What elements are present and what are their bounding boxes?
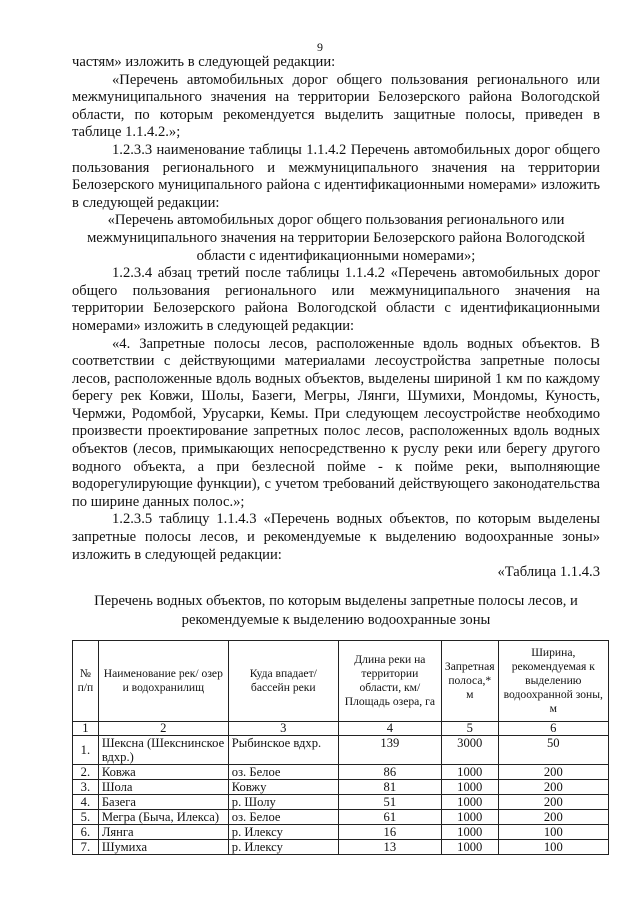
cell-length: 13 xyxy=(338,840,441,855)
paragraph-6: «4. Запретные полосы лесов, расположенные вдоль водных объектов. В соответствии с действующими материалами лесоустройства запретные полосы лесов, расположенные вдоль водных объектов, выделены шириной 1 км по каждому берегу рек Ковжи, Шолы, Базеги, Мегры, Лянги, Шумихи, Мондомы, Куность, Чермжи, Родомбой, Урусарки, Кемы. При следующем лесоустройстве необходимо произвести проектирование запретных полос лесов, расположенных вдоль водных объектов (лесов, примыкающих непосредственно к руслу реки или берегу другого водного объекта, а при безлесной пойме - к пойме реки, выполняющие водорегулирующие функции), с учетом требований действующего законодательства по ширине данных полос.»; xyxy=(72,335,600,510)
cell-basin: р. Шолу xyxy=(228,795,338,810)
paragraph-7: 1.2.3.5 таблицу 1.1.4.3 «Перечень водных объектов, по которым выделены запретные полосы лесов, и рекомендуемые к выделению водоохранные зоны» изложить в следующей редакции: xyxy=(72,511,600,563)
paragraph-1: частям» изложить в следующей редакции: xyxy=(72,54,336,70)
header-number: № п/п xyxy=(73,641,99,722)
cell-number: 2. xyxy=(73,765,99,780)
column-number: 6 xyxy=(498,722,608,736)
water-objects-table xyxy=(72,640,609,855)
header-basin: Куда впадает/ бассейн реки xyxy=(228,641,338,722)
cell-width: 100 xyxy=(498,825,608,840)
cell-name: Базега xyxy=(98,795,228,810)
header-zone: Запретная полоса,* м xyxy=(441,641,498,722)
table-row xyxy=(73,810,609,825)
cell-width: 200 xyxy=(498,810,608,825)
body-text xyxy=(72,54,600,582)
table-title-line-2: рекомендуемые к выделению водоохранные зоны xyxy=(181,612,491,628)
cell-name: Шексна (Шекснинское вдхр.) xyxy=(98,736,228,765)
cell-length: 86 xyxy=(338,765,441,780)
cell-number: 7. xyxy=(73,840,99,855)
cell-zone: 3000 xyxy=(441,736,498,765)
table-caption-label: «Таблица 1.1.4.3 xyxy=(497,564,600,581)
paragraph-3: 1.2.3.3 наименование таблицы 1.1.4.2 Перечень автомобильных дорог общего пользования регионального и межмуниципального значения на территории Белозерского муниципального района с идентификационными номерами» изложить в следующей редакции: xyxy=(72,141,600,211)
cell-name: Шумиха xyxy=(98,840,228,855)
table-row xyxy=(73,736,609,765)
table-header-row xyxy=(73,641,609,722)
table-row xyxy=(73,825,609,840)
cell-basin: оз. Белое xyxy=(228,765,338,780)
header-length: Длина реки на территории области, км/ Площадь озера, га xyxy=(338,641,441,722)
cell-number: 6. xyxy=(73,825,99,840)
cell-number: 5. xyxy=(73,810,99,825)
page-number: 9 xyxy=(317,40,323,54)
paragraph-2: «Перечень автомобильных дорог общего пользования регионального или межмуниципального значения на территории Белозерского района Вологодской области, по которым рекомендуется выделить защитные полосы, приведен в таблице 1.1.4.2.»; xyxy=(72,71,600,141)
table-title xyxy=(72,592,600,630)
paragraph-5: 1.2.3.4 абзац третий после таблицы 1.1.4.2 «Перечень автомобильных дорог общего пользования регионального или межмуниципального значения на территории Белозерского района Вологодской области с идентификационными номерами» изложить в следующей редакции: xyxy=(72,265,600,334)
cell-width: 200 xyxy=(498,795,608,810)
table-row xyxy=(73,840,609,855)
cell-number: 3. xyxy=(73,780,99,795)
table-row xyxy=(73,780,609,795)
table-row xyxy=(73,765,609,780)
header-name: Наименование рек/ озер и водохранилищ xyxy=(98,641,228,722)
table-row xyxy=(73,795,609,810)
cell-width: 200 xyxy=(498,780,608,795)
cell-width: 100 xyxy=(498,840,608,855)
cell-length: 139 xyxy=(338,736,441,765)
cell-length: 81 xyxy=(338,780,441,795)
column-number: 3 xyxy=(228,722,338,736)
cell-zone: 1000 xyxy=(441,765,498,780)
cell-basin: р. Илексу xyxy=(228,840,338,855)
cell-zone: 1000 xyxy=(441,795,498,810)
cell-name: Лянга xyxy=(98,825,228,840)
column-number: 2 xyxy=(98,722,228,736)
cell-number: 1. xyxy=(73,736,99,765)
cell-basin: оз. Белое xyxy=(228,810,338,825)
cell-zone: 1000 xyxy=(441,780,498,795)
cell-basin: Ковжу xyxy=(228,780,338,795)
cell-width: 50 xyxy=(498,736,608,765)
cell-name: Ковжа xyxy=(98,765,228,780)
cell-name: Мегра (Быча, Илекса) xyxy=(98,810,228,825)
column-number: 5 xyxy=(441,722,498,736)
cell-basin: Рыбинское вдхр. xyxy=(228,736,338,765)
table-title-line-1: Перечень водных объектов, по которым выделены запретные полосы лесов, и xyxy=(94,593,578,609)
cell-name: Шола xyxy=(98,780,228,795)
cell-length: 51 xyxy=(338,795,441,810)
cell-width: 200 xyxy=(498,765,608,780)
cell-zone: 1000 xyxy=(441,825,498,840)
column-number: 4 xyxy=(338,722,441,736)
column-number: 1 xyxy=(73,722,99,736)
cell-length: 16 xyxy=(338,825,441,840)
cell-zone: 1000 xyxy=(441,810,498,825)
cell-zone: 1000 xyxy=(441,840,498,855)
cell-number: 4. xyxy=(73,795,99,810)
header-width: Ширина, рекомендуемая к выделению водоохранной зоны, м xyxy=(498,641,608,722)
column-number-row xyxy=(73,722,609,736)
paragraph-4: «Перечень автомобильных дорог общего пользования регионального или межмуниципального значения на территории Белозерского района Вологодской области с идентификационными номерами»; xyxy=(87,212,585,264)
cell-length: 61 xyxy=(338,810,441,825)
cell-basin: р. Илексу xyxy=(228,825,338,840)
